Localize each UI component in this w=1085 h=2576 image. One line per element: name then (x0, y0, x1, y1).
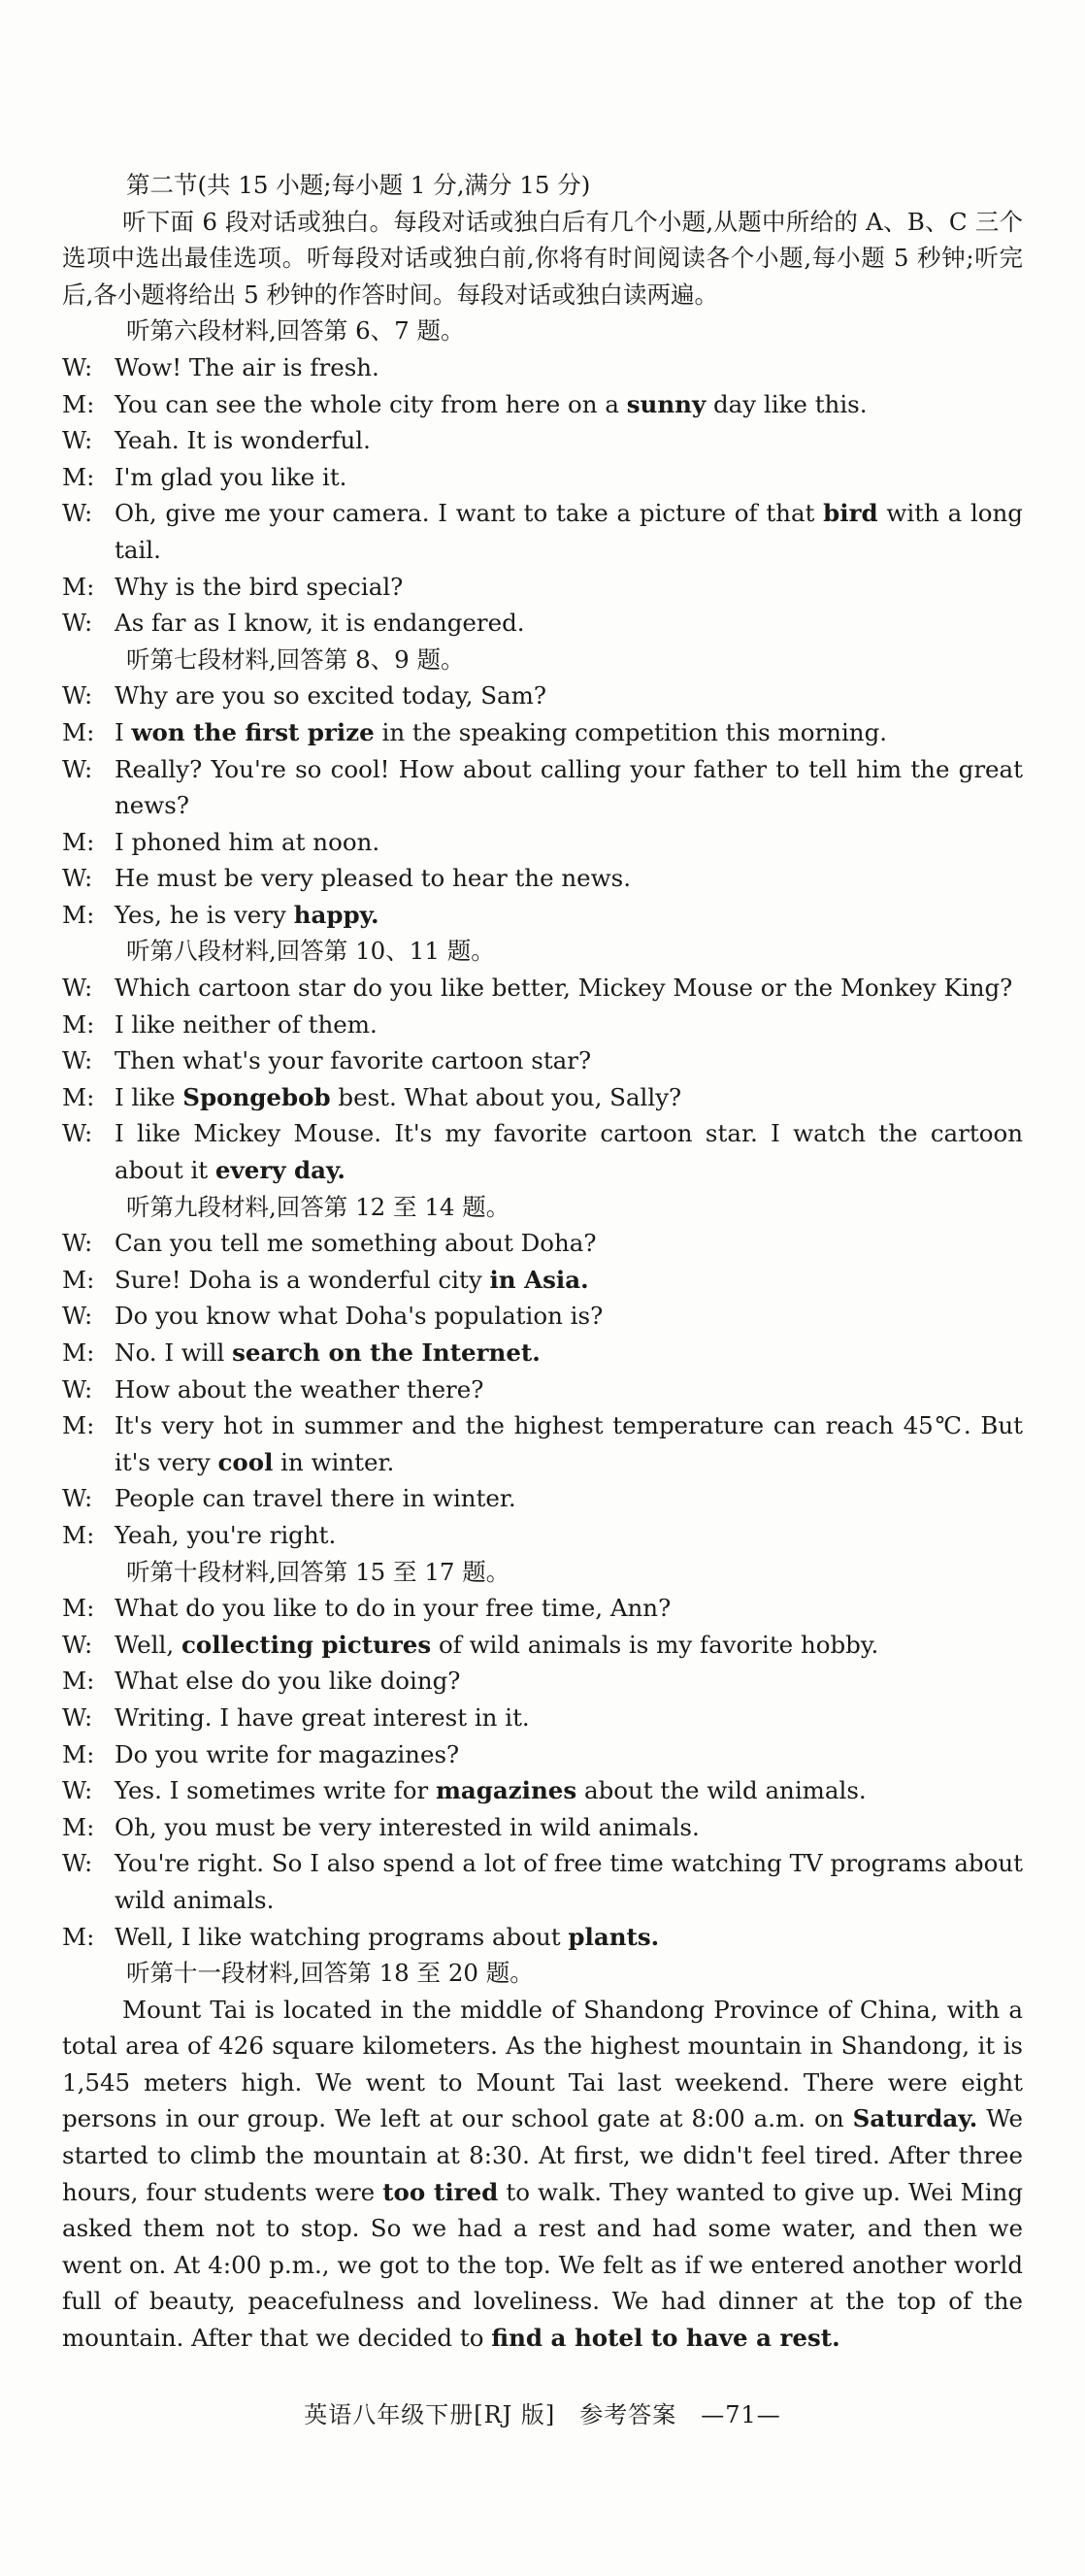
answer-keyword: collecting pictures (181, 1630, 432, 1659)
dialogue-line (62, 970, 1023, 1007)
speaker-label: W: (62, 1776, 93, 1805)
speaker-label: M: (62, 827, 95, 856)
dialogue-line (62, 1517, 1023, 1554)
section-header: 第二节(共 15 小题;每小题 1 分,满分 15 分) (126, 171, 591, 199)
speaker-label: W: (62, 1119, 93, 1148)
dialogue-line (62, 1298, 1023, 1335)
speaker-label: M: (62, 1812, 95, 1841)
instructions: 听下面 6 段对话或独白。每段对话或独白后有几个小题,从题中所给的 A、B、C 三个选项中选出最佳选项。听每段对话或独白前,你将有时间阅读各个小题,每小题 5 秒钟;听完后,各小题将给出 5 秒钟的作答时间。每段对话或独白读两遍。 (62, 207, 1023, 309)
text-run: I (115, 717, 132, 746)
speaker-label: W: (62, 1484, 93, 1513)
dialogue-line (62, 714, 1023, 751)
text-run: Do you know what Doha's population is? (115, 1302, 604, 1331)
speaker-label: W: (62, 609, 93, 638)
text-run: Well, (115, 1630, 181, 1659)
dialogue-line (62, 1663, 1023, 1700)
text-run: Which cartoon star do you like better, Mickey Mouse or the Monkey King? (115, 974, 1013, 1003)
section-title: 听第八段材料,回答第 10、11 题。 (126, 937, 495, 966)
text-run: We started to climb the mountain at 8:30. At first, we didn't feel tired. After three hours, four students were (62, 2104, 1023, 2206)
dialogue-line (62, 1262, 1023, 1299)
text-run: Yeah, you're right. (115, 1520, 337, 1549)
dialogue-text (115, 1845, 1023, 1918)
text-run: Do you write for magazines? (115, 1739, 460, 1768)
speaker-label: W: (62, 1302, 93, 1331)
text-run: It's very hot in summer and the highest temperature can reach 45℃. But it's very (115, 1411, 1023, 1476)
dialogue-text (115, 349, 1023, 386)
speaker-label: W: (62, 974, 93, 1003)
speaker-label: W: (62, 1229, 93, 1258)
answer-keyword: too tired (382, 2177, 499, 2206)
text-run: with a long tail. (115, 499, 1023, 564)
speaker-label: W: (62, 1702, 93, 1732)
text-run: Yes. I sometimes write for (115, 1776, 436, 1805)
dialogue-text (115, 677, 1023, 714)
text-run: I like neither of them. (115, 1009, 378, 1039)
text-run: Why are you so excited today, Sam? (115, 681, 546, 710)
dialogue-line (62, 422, 1023, 459)
dialogue-text (115, 1042, 1023, 1079)
answer-keyword: magazines (435, 1776, 577, 1805)
text-run: You can see the whole city from here on a (115, 389, 627, 418)
section-title: 听第六段材料,回答第 6、7 题。 (126, 316, 465, 346)
dialogue-text (115, 386, 1023, 423)
speaker-label: W: (62, 1630, 93, 1659)
dialogue-text (115, 1335, 1023, 1371)
speaker-label: M: (62, 1667, 95, 1696)
speaker-label: M: (62, 1594, 95, 1623)
text-run: How about the weather there? (115, 1374, 484, 1404)
dialogue-text (115, 1627, 1023, 1664)
text-run: He must be very pleased to hear the news. (115, 864, 631, 893)
text-run: Oh, give me your camera. I want to take a picture of that (115, 499, 824, 528)
speaker-label: W: (62, 1374, 93, 1404)
dialogue-line (62, 1845, 1023, 1918)
dialogue-text (115, 1809, 1023, 1846)
speaker-label: W: (62, 864, 93, 893)
speaker-label: W: (62, 1849, 93, 1878)
text-run: Mount Tai is located in the middle of Shandong Province of China, with a total area of 426 square kilometers. As the highest mountain in Shandong, it is 1,545 meters high. We went to Mount Tai last weekend. There were eight persons in our group. We left at our school gate at 8:00 a.m. on (62, 1995, 1023, 2133)
dialogue-line (62, 1042, 1023, 1079)
text-run: to walk. They wanted to give up. Wei Ming asked them not to stop. So we had a rest and had some water, and then we went on. At 4:00 p.m., we got to the top. We felt as if we entered another world full of beauty, peacefulness and loveliness. We had dinner at the top of the mountain. After that we decided to (62, 2177, 1024, 2353)
speaker-label: W: (62, 499, 93, 528)
dialogue-line (62, 1225, 1023, 1262)
text-run: Then what's your favorite cartoon star? (115, 1046, 592, 1075)
dialogue-text (115, 569, 1023, 606)
dialogue-text (115, 1225, 1023, 1262)
section-title: 听第十一段材料,回答第 18 至 20 题。 (126, 1959, 534, 1988)
dialogue-line (62, 751, 1023, 824)
answer-keyword: happy. (293, 900, 379, 929)
answer-keyword: in Asia. (489, 1265, 589, 1294)
dialogue-line (62, 677, 1023, 714)
monologue-paragraph (62, 1992, 1023, 2357)
speaker-label: M: (62, 1082, 95, 1111)
dialogue-line (62, 1700, 1023, 1736)
dialogue-text (115, 1262, 1023, 1299)
dialogue-text (115, 897, 1023, 934)
speaker-label: M: (62, 462, 95, 491)
dialogue-line (62, 1809, 1023, 1846)
answer-keyword: find a hotel to have a rest. (491, 2324, 840, 2353)
dialogue-text (115, 1371, 1023, 1408)
text-run: Writing. I have great interest in it. (115, 1702, 530, 1732)
speaker-label: M: (62, 389, 95, 418)
speaker-label: M: (62, 1338, 95, 1367)
dialogue-text (115, 1919, 1023, 1956)
text-run: Sure! Doha is a wonderful city (115, 1265, 490, 1294)
section-title: 听第七段材料,回答第 8、9 题。 (126, 644, 465, 674)
text-run: about the wild animals. (576, 1776, 867, 1805)
dialogue-line (62, 824, 1023, 861)
dialogue-line (62, 605, 1023, 642)
answer-keyword: Spongebob (182, 1082, 331, 1111)
text-run: I like Mickey Mouse. It's my favorite cartoon star. I watch the cartoon about it (115, 1119, 1023, 1185)
answer-keyword: every day. (214, 1156, 345, 1185)
answer-keyword: bird (823, 499, 878, 528)
answer-keyword: plants. (568, 1922, 660, 1951)
dialogue-line (62, 386, 1023, 423)
dialogue-line (62, 1335, 1023, 1371)
answer-keyword: won the first prize (131, 717, 375, 746)
text-run: Yeah. It is wonderful. (115, 426, 371, 455)
dialogue-line (62, 1590, 1023, 1627)
answer-content (62, 167, 1023, 2357)
dialogue-text (115, 751, 1023, 824)
text-run: Oh, you must be very interested in wild animals. (115, 1812, 700, 1841)
dialogue-text (115, 824, 1023, 861)
dialogue-text (115, 1772, 1023, 1809)
dialogue-line (62, 1919, 1023, 1956)
dialogue-text (115, 1407, 1023, 1480)
dialogue-line (62, 1736, 1023, 1773)
speaker-label: M: (62, 1265, 95, 1294)
dialogue-text (115, 1079, 1023, 1116)
speaker-label: M: (62, 1520, 95, 1549)
dialogue-line (62, 1079, 1023, 1116)
dialogue-line (62, 495, 1023, 568)
answer-keyword: sunny (626, 389, 707, 418)
dialogue-line (62, 1407, 1023, 1480)
text-run: Well, I like watching programs about (115, 1922, 569, 1951)
answer-keyword: search on the Internet. (232, 1338, 541, 1367)
dialogue-text (115, 1517, 1023, 1554)
listening-sections (62, 313, 1023, 2356)
dialogue-text (115, 605, 1023, 642)
text-run: People can travel there in winter. (115, 1484, 516, 1513)
speaker-label: M: (62, 1922, 95, 1951)
speaker-label: W: (62, 1046, 93, 1075)
dialogue-text (115, 1590, 1023, 1627)
text-run: As far as I know, it is endangered. (115, 609, 525, 638)
text-run: No. I will (115, 1338, 233, 1367)
dialogue-line (62, 1480, 1023, 1517)
text-run: What else do you like doing? (115, 1667, 461, 1696)
dialogue-line (62, 1627, 1023, 1664)
dialogue-line (62, 1007, 1023, 1043)
dialogue-line (62, 459, 1023, 496)
dialogue-text (115, 1115, 1023, 1188)
answer-keyword: cool (217, 1447, 274, 1476)
text-run: Why is the bird special? (115, 572, 404, 601)
speaker-label: M: (62, 1739, 95, 1768)
dialogue-line (62, 860, 1023, 897)
speaker-label: W: (62, 754, 93, 783)
dialogue-line (62, 1772, 1023, 1809)
dialogue-text (115, 1700, 1023, 1736)
text-run: day like this. (706, 389, 868, 418)
speaker-label: W: (62, 352, 93, 381)
text-run: Wow! The air is fresh. (115, 352, 379, 381)
text-run: of wild animals is my favorite hobby. (431, 1630, 879, 1659)
dialogue-text (115, 1480, 1023, 1517)
speaker-label: M: (62, 900, 95, 929)
text-run: I phoned him at noon. (115, 827, 380, 856)
dialogue-text (115, 970, 1023, 1007)
text-run: Yes, he is very (115, 900, 294, 929)
dialogue-text (115, 1007, 1023, 1043)
text-run: best. What about you, Sally? (330, 1082, 682, 1111)
text-run: I like (115, 1082, 183, 1111)
text-run: I'm glad you like it. (115, 462, 347, 491)
dialogue-text (115, 860, 1023, 897)
dialogue-line (62, 349, 1023, 386)
speaker-label: W: (62, 426, 93, 455)
text-run: You're right. So I also spend a lot of free time watching TV programs about wild animals. (115, 1849, 1023, 1914)
speaker-label: M: (62, 1009, 95, 1039)
answer-keyword: Saturday. (852, 2104, 978, 2133)
section-title: 听第九段材料,回答第 12 至 14 题。 (126, 1192, 510, 1221)
speaker-label: M: (62, 1411, 95, 1440)
dialogue-text (115, 1663, 1023, 1700)
dialogue-text (115, 714, 1023, 751)
text-run: Can you tell me something about Doha? (115, 1229, 597, 1258)
dialogue-text (115, 1736, 1023, 1773)
dialogue-text (115, 459, 1023, 496)
text-run: What do you like to do in your free time, Ann? (115, 1594, 672, 1623)
text-run: in the speaking competition this morning. (374, 717, 888, 746)
text-run: Really? You're so cool! How about calling your father to tell him the great news? (115, 754, 1023, 820)
speaker-label: M: (62, 572, 95, 601)
speaker-label: M: (62, 717, 95, 746)
text-run: in winter. (273, 1447, 395, 1476)
dialogue-text (115, 422, 1023, 459)
dialogue-line (62, 1371, 1023, 1408)
section-title: 听第十段材料,回答第 15 至 17 题。 (126, 1557, 510, 1586)
dialogue-line (62, 569, 1023, 606)
dialogue-line (62, 1115, 1023, 1188)
page-footer: 英语八年级下册[RJ 版] 参考答案 —71— (304, 2401, 781, 2428)
dialogue-line (62, 897, 1023, 934)
dialogue-text (115, 1298, 1023, 1335)
dialogue-text (115, 495, 1023, 568)
speaker-label: W: (62, 681, 93, 710)
